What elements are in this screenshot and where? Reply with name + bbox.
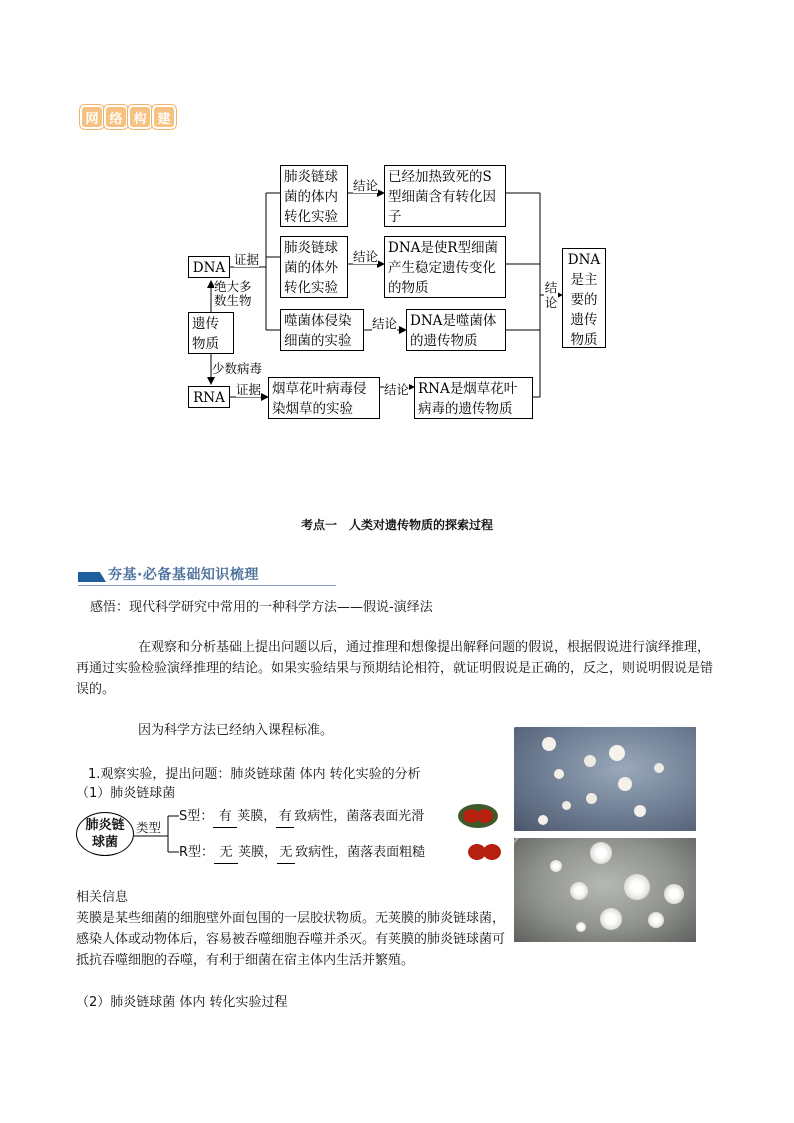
- colony-dot: [618, 777, 632, 791]
- colony-dot: [648, 912, 664, 928]
- method-paragraph: 在观察和分析基础上提出问题以后，通过推理和想像提出解释问题的假说，根据假说进行演绎推理，再通过实验检验演绎推理的结论。如果实验结果与预期结论相符，就证明假说是正确的，反之，则说明假说是错误的。: [76, 640, 714, 697]
- label-conclusion-4: 结论: [384, 382, 410, 397]
- colony-dot: [584, 755, 596, 767]
- badge-char-3: 构: [128, 105, 152, 129]
- node-exp-tmv: 烟草花叶病毒侵染烟草的实验: [268, 377, 380, 419]
- label-conclusion-1: 结论: [353, 178, 379, 193]
- colony-dot: [634, 805, 646, 817]
- colony-dot: [600, 908, 622, 930]
- label-few-viruses: 少数病毒: [212, 361, 263, 376]
- banner-underline: [78, 585, 336, 586]
- label-conclusion-2: 结论: [353, 249, 379, 264]
- bacteria-name-ellipse: 肺炎链球菌: [76, 812, 134, 856]
- colony-dot: [624, 874, 650, 900]
- s-type-row: [179, 806, 424, 828]
- label-evidence-1: 证据: [234, 252, 260, 267]
- badge-char-4: 建: [152, 105, 176, 129]
- related-info-title: 相关信息: [76, 890, 129, 905]
- colony-dot: [542, 737, 556, 751]
- node-dna: DNA: [188, 256, 230, 278]
- s-type-capsule: 有: [213, 806, 237, 828]
- colony-dot: [590, 842, 612, 864]
- section-banner: [78, 564, 336, 588]
- type-label: 类型: [136, 820, 162, 835]
- section-badge: [78, 100, 174, 132]
- r-type-capsule: 无: [214, 842, 238, 864]
- node-result-4: RNA是烟草花叶病毒的遗传物质: [414, 377, 533, 419]
- node-exp-phage: 噬菌体侵染细菌的实验: [280, 309, 364, 351]
- label-evidence-2: 证据: [236, 382, 262, 397]
- colony-dot: [664, 884, 684, 904]
- insight-line: 感悟：现代科学研究中常用的一种科学方法——假说-演绎法: [90, 600, 433, 615]
- r-type-cell-icon: [483, 844, 501, 860]
- colony-dot: [570, 882, 588, 900]
- subheading-1: （1）肺炎链球菌: [76, 786, 176, 801]
- s-type-virulence: 有: [276, 806, 294, 828]
- node-result-2: DNA是使R型细菌产生稳定遗传变化的物质: [384, 236, 506, 298]
- s-type-cell-icon: [477, 809, 493, 823]
- node-exp-in-vivo: 肺炎链球菌的体内转化实验: [280, 165, 348, 227]
- bacteria-classification: [76, 806, 516, 866]
- colony-dot: [550, 860, 562, 872]
- colony-dot: [554, 769, 564, 779]
- label-conclusion-final: 结论: [544, 280, 558, 310]
- reason-line: 因为科学方法已经纳入课程标准。: [138, 723, 334, 738]
- colony-dot: [576, 922, 586, 932]
- r-type-suffix: 致病性，菌落表面粗糙: [295, 845, 426, 860]
- smooth-colonies-photo: [514, 727, 696, 831]
- r-type-row: [179, 842, 425, 864]
- step-1-heading: 1.观察实验，提出问题：肺炎链球菌 体内 转化实验的分析: [88, 767, 421, 782]
- node-result-1: 已经加热致死的S型细菌含有转化因子: [384, 165, 506, 227]
- node-final-conclusion: DNA是主要的遗传物质: [562, 248, 606, 348]
- colony-dot: [586, 793, 597, 804]
- banner-title: 夯基·必备基础知识梳理: [108, 567, 259, 583]
- node-genetic-material: 遗传物质: [188, 312, 234, 354]
- banner-bar: [78, 572, 106, 582]
- badge-char-1: 网: [80, 105, 104, 129]
- r-type-mid: 荚膜，: [238, 845, 278, 860]
- s-type-prefix: S型：: [179, 809, 214, 824]
- colony-dot: [538, 815, 548, 825]
- colony-dot: [609, 745, 625, 761]
- r-type-prefix: R型：: [179, 845, 215, 860]
- section-title: 考点一 人类对遗传物质的探索过程: [300, 518, 493, 532]
- r-type-virulence: 无: [277, 842, 295, 864]
- rough-colonies-photo: [514, 838, 696, 942]
- s-type-suffix: 致病性，菌落表面光滑: [294, 809, 425, 824]
- label-most-organisms: 绝大多数生物: [214, 280, 256, 308]
- colony-dot: [562, 801, 571, 810]
- concept-map: [160, 150, 640, 440]
- s-type-mid: 荚膜，: [237, 809, 277, 824]
- colony-dot: [654, 763, 664, 773]
- node-rna: RNA: [188, 386, 230, 408]
- label-conclusion-3: 结论: [372, 316, 398, 331]
- badge-char-2: 络: [104, 105, 128, 129]
- node-result-3: DNA是噬菌体的遗传物质: [406, 309, 506, 351]
- related-info-text: 荚膜是某些细菌的细胞壁外面包围的一层胶状物质。无荚膜的肺炎链球菌，感染人体或动物体后，容易被吞噬细胞吞噬并杀灭。有荚膜的肺炎链球菌可抵抗吞噬细胞的吞噬，有利于细菌在宿主体内生活并繁殖。: [76, 911, 506, 968]
- node-exp-in-vitro: 肺炎链球菌的体外转化实验: [280, 236, 348, 298]
- subheading-2: （2）肺炎链球菌 体内 转化实验过程: [76, 995, 288, 1010]
